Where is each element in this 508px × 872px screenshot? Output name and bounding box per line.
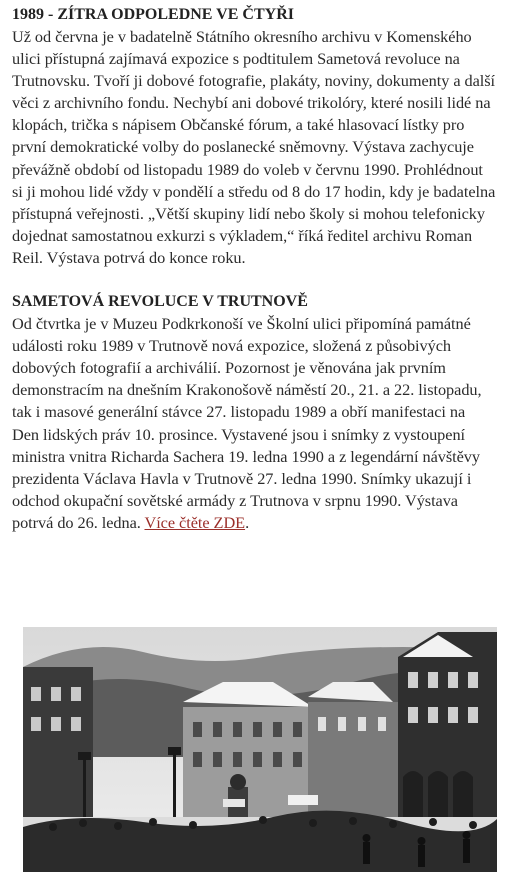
photo-square-crowd <box>23 627 497 872</box>
article-photo <box>23 627 497 872</box>
section-text-museum: Od čtvrtka je v Muzeu Podkrkonoší ve Školní ulici připomíná památné události roku 1989 v Trutnově nová expozice, složená z působivých dobových fotografií a archiválií. Pozornost je věnována jak prvním demonstracím na dnešním Krakonošově náměstí 20., 21. a 22. listopadu, tak i masové generální stávce 27. listopadu 1989 a obří manifestaci na Den lidských práv 10. prosince. Vystavené jsou i snímky z vystoupení ministra vnitra Richarda Sachera 19. ledna 1990 a z legendární návštěvy prezidenta Václava Havla v Trutnově 27. ledna 1990. Snímky ukazují i odchod okupační sovětské armády z Trutnova v srpnu 1990. Výstava potrvá do 26. ledna. Více čtěte ZDE. <box>12 314 482 532</box>
section-heading-archive: 1989 - ZÍTRA ODPOLEDNE VE ČTYŘI <box>12 6 294 23</box>
section-heading-museum: SAMETOVÁ REVOLUCE V TRUTNOVĚ <box>12 293 308 311</box>
read-more-link[interactable]: Více čtěte ZDE <box>144 512 246 532</box>
section-text-archive: Už od června je v badatelně Státního okresního archivu v Komenského ulici přístupná zajímavá expozice s podtitulem Sametová revoluce na Trutnovsku. Tvoří ji dobové fotografie, plakáty, noviny, dokumenty a další věci z archivního fondu. Nechybí ani dobové trikolóry, které nosili lidé na klopách, trička s nápisem Občanské fórum, a také hlasovací lístky pro první demokratické volby do poslanecké sněmovny. Výstava zachycuje převážně období od listopadu 1989 do voleb v červnu 1990. Prohlédnout si ji mohou lidé vždy v pondělí a středu od 8 do 17 hodin, kdy je badatelna přístupná veřejnosti. „Větší skupiny lidí nebo školy si mohou telefonicky dojednat samostatnou exkurzi s výkladem,“ říká ředitel archivu Roman Reil. Výstava potrvá do konce roku. <box>12 27 496 267</box>
museum-text: Od čtvrtka je v Muzeu Podkrkonoší ve Školní ulici připomíná památné události roku 1989 v Trutnově nová expozice, složená z působivých dobových fotografií a archiválií. Pozornost je věnována jak prvním demonstracím na dnešním Krakonošově náměstí 20., 21. a 22. listopadu, tak i masové generální stávce 27. listopadu 1989 a obří manifestaci na Den lidských práv 10. prosince. Vystavené jsou i snímky z vystoupení ministra vnitra Richarda Sachera 19. ledna 1990 a z legendární návštěvy prezidenta Václava Havla v Trutnově 27. ledna 1990. Snímky ukazují i odchod okupační sovětské armády z Trutnova v srpnu 1990. Výstava potrvá do 26. ledna. <box>12 314 482 532</box>
